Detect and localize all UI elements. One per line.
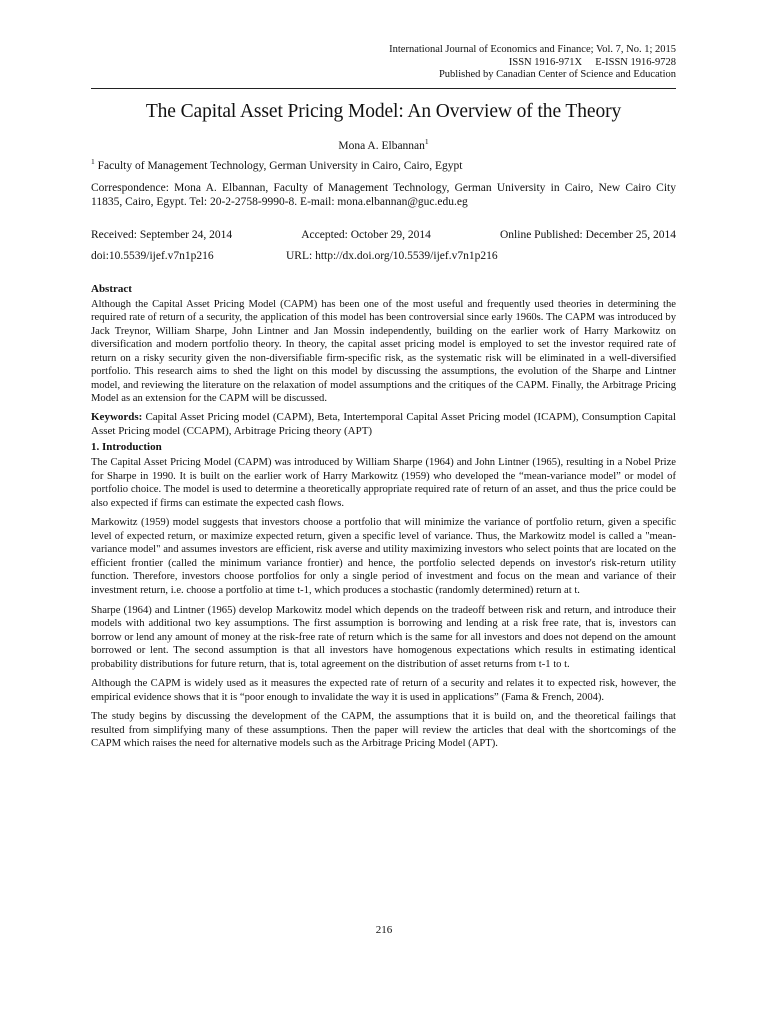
received-date: Received: September 24, 2014 bbox=[91, 228, 233, 241]
doi-link[interactable]: doi:10.5539/ijef.v7n1p216 bbox=[91, 249, 214, 262]
abstract-text: Although the Capital Asset Pricing Model (CAPM) has been one of the most useful and frequently used theories in determining the required rate of return of a security, the application of this model has been controversial since early 1960s. The CAPM was introduced by Jack Treynor, William Sharpe, John Lintner and Jan Mossin independently, building on the earlier work of Harry Markowitz on diversification and modern portfolio theory. In theory, the capital asset pricing model is employed to set the investor required rate of return on a risky security given the non-diversifiable firm-specific risk, as the systematic risk will be eliminated in a well-diversified portfolio. This research aims to shed the light on this model by discussing the assumptions, the evolution of the Sharpe and Lintner model, and reviewing the literature on the relaxation of model assumptions and the critiques of the CAPM. Finally, the Arbitrage Pricing Model as an extension for the CAPM will be discussed. bbox=[91, 298, 676, 405]
url-link[interactable]: URL: http://dx.doi.org/10.5539/ijef.v7n1p216 bbox=[286, 249, 498, 262]
intro-paragraph: Although the CAPM is widely used as it measures the expected rate of return of a security and relates it to expected risk, however, the empirical evidence shows that it is “poor enough to invalidate the way it is used in applications” (Fama & French, 2004). bbox=[91, 678, 676, 703]
author-superscript: 1 bbox=[424, 136, 429, 146]
issn-line: ISSN 1916-971X E-ISSN 1916-9728 bbox=[508, 56, 676, 68]
published-date: Online Published: December 25, 2014 bbox=[500, 228, 676, 241]
accepted-date: Accepted: October 29, 2014 bbox=[301, 228, 431, 241]
dates-row bbox=[91, 228, 676, 242]
journal-citation: International Journal of Economics and Finance; Vol. 7, No. 1; 2015 bbox=[389, 44, 676, 55]
intro-paragraph: The Capital Asset Pricing Model (CAPM) was introduced by William Sharpe (1964) and John Lintner (1965), resulting in a Nobel Prize for Sharpe in 1990. It is built on the earlier work of Harry Markowitz (1959) who developed the “mean-variance model” or model of portfolio choice. The model is used to determine a theoretically appropriate required rate of return of an asset, and thus the price could be also expected if firms can estimate the expected cash flows. bbox=[91, 457, 676, 509]
abstract-heading: Abstract bbox=[91, 282, 132, 295]
publisher-line: Published by Canadian Center of Science and Education bbox=[438, 69, 676, 80]
keywords-label: Keywords: bbox=[91, 411, 143, 424]
author-name: Mona A. Elbannan bbox=[338, 139, 425, 152]
correspondence: Correspondence: Mona A. Elbannan, Faculty of Management Technology, German University in Cairo, New Cairo City 11835, Cairo, Egypt. Tel: 20-2-2758-9990-8. E-mail: mona.elbannan@guc.edu.eg bbox=[91, 181, 676, 209]
journal-header bbox=[91, 44, 676, 82]
page-number: 216 bbox=[375, 924, 393, 936]
paper-page bbox=[91, 44, 676, 751]
header-rule bbox=[91, 88, 676, 89]
paper-title: The Capital Asset Pricing Model: An Overview of the Theory bbox=[145, 100, 622, 122]
keywords-text: Capital Asset Pricing model (CAPM), Beta, Intertemporal Capital Asset Pricing model (ICAPM), Consumption Capital Asset Pricing model (CCAPM), Arbitrage Pricing theory (APT) bbox=[91, 411, 676, 438]
intro-paragraph: The study begins by discussing the development of the CAPM, the assumptions that it is build on, and the theoretical failings that resulted from simplifying many of these assumptions. Then the paper will review the articles that deal with the shortcomings of the CAPM which raises the need for alternative models such as the Arbitrage Pricing Model (APT). bbox=[91, 711, 676, 750]
affiliation bbox=[91, 155, 676, 173]
author-line bbox=[91, 135, 676, 153]
intro-paragraph: Sharpe (1964) and Lintner (1965) develop Markowitz model which depends on the tradeoff between risk and return, and introduce their models with additional two key assumptions. The first assumption is borrowing and lending at a risk free rate, that is, investors can borrow or lend any amount of money at the risk-free rate of return which is the same for all investors and does not depend on the amount borrowed or lent. The second assumption is that all investors have homogenous expectations which results in estimating identical probability distributions for future return, that is, total agreement on the distribution of asset returns from t-1 to t. bbox=[91, 604, 676, 670]
doi-row bbox=[91, 249, 676, 263]
affiliation-superscript: 1 bbox=[91, 157, 95, 167]
introduction-heading: 1. Introduction bbox=[91, 441, 162, 454]
keywords bbox=[91, 410, 676, 438]
intro-paragraph: Markowitz (1959) model suggests that investors choose a portfolio that will minimize the variance of portfolio return, given a specific level of expected return, or maximize expected return, given a specific level of variance. Thus, the Markowitz model is called a "mean-variance model" and assumes investors are efficient, risk averse and utility maximizing investors who select points that are located on the efficient frontier (called the minimum variance frontier) and hence, the portfolio selected depends on investor's risk-return utility function. Therefore, investors choose portfolios for only a single period of investment and focus on the mean and variance of their investment return, i.e. choose a portfolio at time t-1, which produces a stochastic (randomly determined) return at t. bbox=[91, 517, 676, 596]
affiliation-text: Faculty of Management Technology, German University in Cairo, Cairo, Egypt bbox=[94, 160, 463, 173]
